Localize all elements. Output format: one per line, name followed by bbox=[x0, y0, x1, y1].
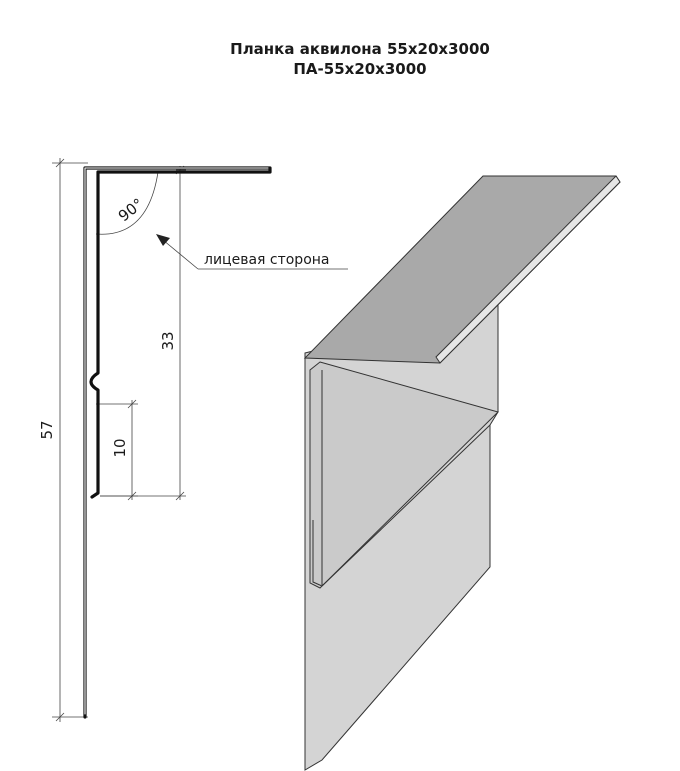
title-line-2: ПА-55х20х3000 bbox=[293, 60, 427, 78]
dimension-total-label: 57 bbox=[38, 420, 56, 440]
dimension-upper-label: 33 bbox=[159, 331, 177, 351]
dimension-total bbox=[38, 158, 88, 722]
angle-label: 90° bbox=[114, 194, 147, 226]
title-line-1: Планка аквилона 55х20х3000 bbox=[230, 40, 490, 58]
angle-marker bbox=[96, 172, 158, 234]
title-block bbox=[230, 40, 490, 78]
face-side-pointer bbox=[156, 234, 348, 269]
profile-section bbox=[38, 158, 348, 722]
dimension-fold bbox=[96, 400, 138, 500]
dimension-fold-label: 10 bbox=[111, 438, 129, 458]
face-side-label: лицевая сторона bbox=[204, 252, 330, 268]
isometric-view bbox=[305, 176, 620, 770]
